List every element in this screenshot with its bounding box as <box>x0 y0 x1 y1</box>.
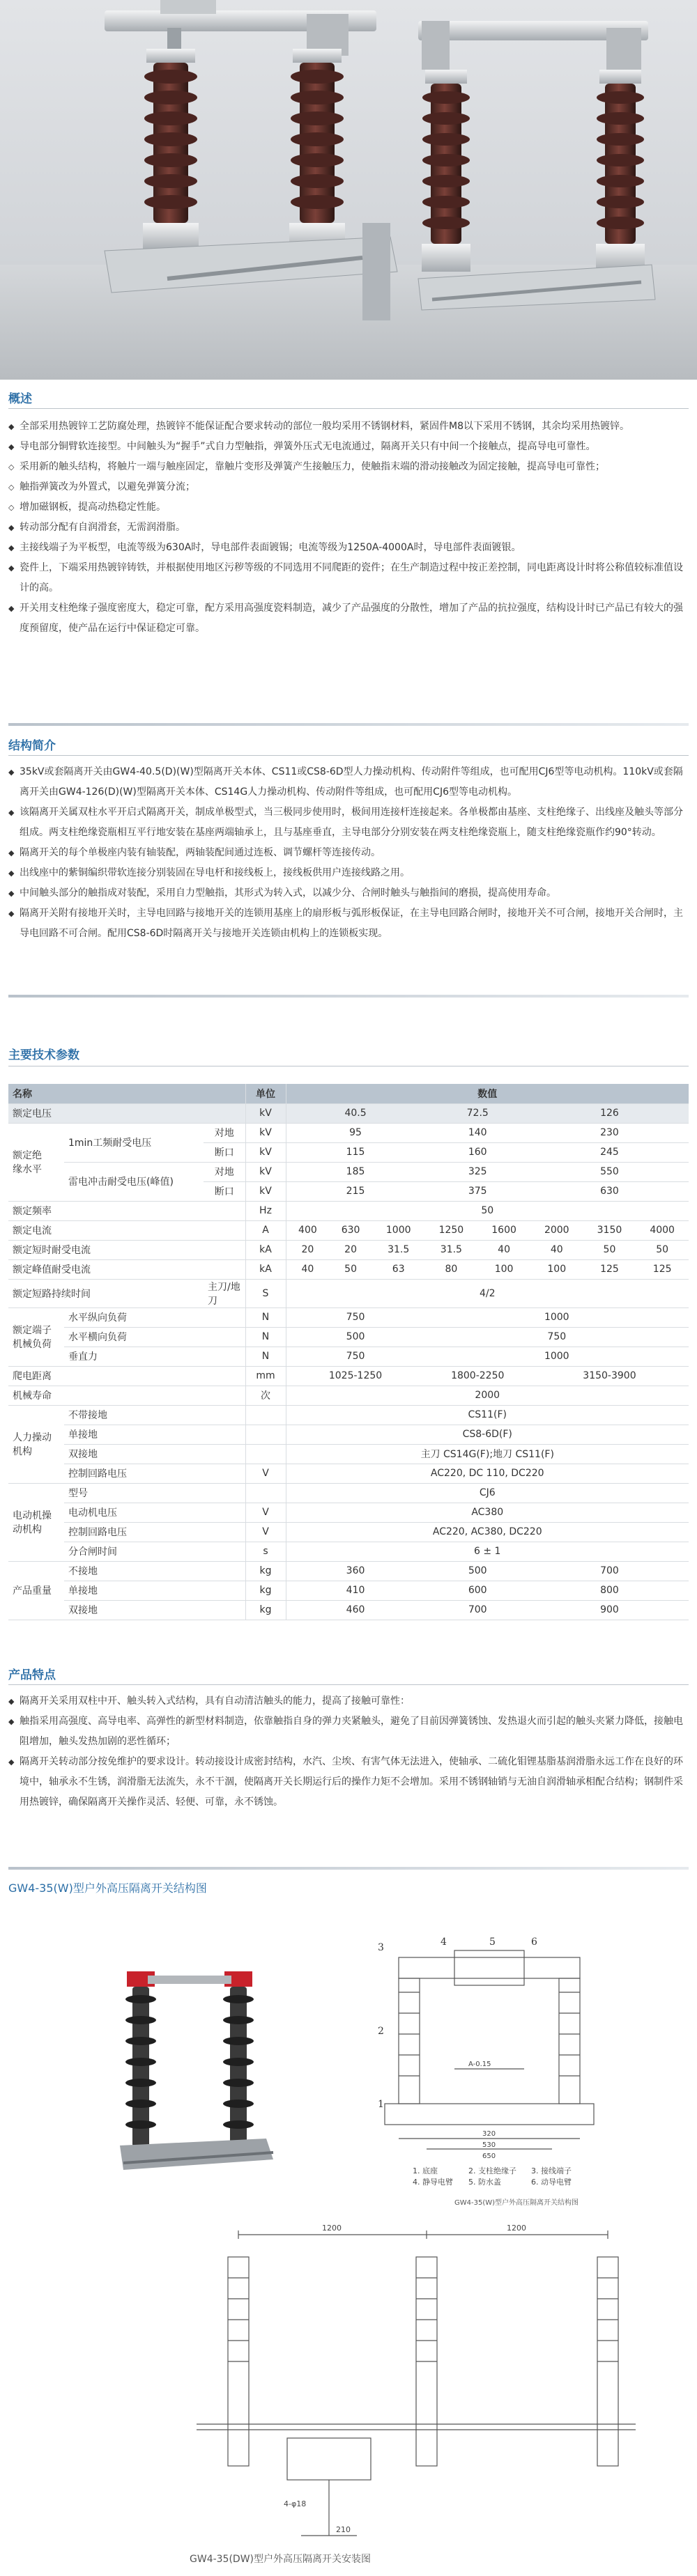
table-row <box>8 1464 689 1483</box>
row-value: 50 <box>329 1259 372 1279</box>
table-row <box>8 1366 689 1386</box>
table-row <box>8 1503 689 1522</box>
structure-item: ◆ 35kV或套隔离开关由GW4-40.5(D)(W)型隔离开关本体、CS11或CS8-6D型人力操动机构、传动附件等组成，也可配用CJ6型等电动机构。110kV或套隔离开关由GW4-126(D)(W)型隔离开关本体、CS14G人力操动机构、传动附件等组成，也可配用CJ6型等电动机构。 <box>8 762 689 802</box>
row-value: 140 <box>425 1123 530 1142</box>
diagram-title: GW4-35(W)型户外高压隔离开关结构图 <box>8 1881 207 1895</box>
row-value: 6 ± 1 <box>286 1542 689 1561</box>
row-value: 630 <box>329 1220 372 1240</box>
row-unit: V <box>245 1503 286 1522</box>
row-unit <box>245 1483 286 1503</box>
overview-item: ◇ 增加磁钢板，提高动热稳定性能。 <box>8 497 689 518</box>
table-row <box>8 1220 689 1240</box>
row-sublabel: 型号 <box>64 1483 245 1503</box>
overview-item: ◆ 主接线端子为平板型，电流等级为630A时，导电部件表面镀锡；电流等级为1250A-4000A时，导电部件表面镀银。 <box>8 538 689 558</box>
row-sublabel: 1min工频耐受电压 <box>64 1123 204 1162</box>
row-value: 63 <box>372 1259 425 1279</box>
row-label: 额定短时耐受电流 <box>8 1240 245 1259</box>
row-sublabel: 断口 <box>204 1142 245 1162</box>
row-unit: S <box>245 1279 286 1308</box>
header-name: 名称 <box>8 1084 245 1103</box>
row-unit: A <box>245 1220 286 1240</box>
table-row <box>8 1425 689 1444</box>
row-value: 1000 <box>425 1308 689 1327</box>
header-unit: 单位 <box>245 1084 286 1103</box>
row-unit: kg <box>245 1561 286 1581</box>
row-unit: N <box>245 1327 286 1347</box>
table-row <box>8 1561 689 1581</box>
spec-table <box>8 1084 689 1620</box>
row-sublabel: 控制回路电压 <box>64 1464 245 1483</box>
dimension-label: 320 <box>482 2130 496 2138</box>
row-sublabel: 单接地 <box>64 1581 245 1600</box>
row-value: 185 <box>286 1162 425 1181</box>
overview-title: 概述 <box>8 392 32 406</box>
row-value: 1000 <box>425 1347 689 1366</box>
row-value: 40.5 <box>286 1103 425 1123</box>
row-sublabel: 水平纵向负荷 <box>64 1308 245 1327</box>
row-value: 750 <box>425 1327 689 1347</box>
row-value: 410 <box>286 1581 425 1600</box>
row-value: 1800-2250 <box>425 1366 530 1386</box>
row-value: 1025-1250 <box>286 1366 425 1386</box>
row-unit <box>245 1425 286 1444</box>
row-value: 630 <box>530 1181 689 1201</box>
row-unit: Hz <box>245 1201 286 1220</box>
part-number: 4 <box>441 1937 447 1948</box>
row-value: 500 <box>286 1327 425 1347</box>
row-value: CS11(F) <box>286 1405 689 1425</box>
row-value: 125 <box>583 1259 636 1279</box>
row-unit: kV <box>245 1103 286 1123</box>
row-value: 750 <box>286 1347 425 1366</box>
structure-divider <box>8 755 689 756</box>
features-divider <box>8 1684 689 1685</box>
legend-item: 4. 静导电臂 <box>413 2178 453 2187</box>
row-value: 126 <box>530 1103 689 1123</box>
table-row <box>8 1522 689 1542</box>
legend-item: 2. 支柱绝缘子 <box>468 2166 516 2175</box>
row-label: 额定电流 <box>8 1220 245 1240</box>
row-value: 160 <box>425 1142 530 1162</box>
disconnector-photo-illustration <box>0 0 697 380</box>
row-label: 额定端子机械负荷 <box>8 1308 64 1366</box>
table-row <box>8 1259 689 1279</box>
row-value: 1600 <box>477 1220 530 1240</box>
left-disconnector-unit <box>105 0 397 320</box>
row-value: 230 <box>530 1123 689 1142</box>
row-value: 900 <box>530 1600 689 1620</box>
row-value: 750 <box>286 1308 425 1327</box>
row-label: 额定短路持续时间 <box>8 1279 204 1308</box>
table-row <box>8 1600 689 1620</box>
table-row <box>8 1405 689 1425</box>
row-value: 72.5 <box>425 1103 530 1123</box>
header-value: 数值 <box>286 1084 689 1103</box>
overview-item: ◆ 瓷件上，下端采用热镀锌铸铁，并根据使用地区污秽等级的不同选用不同爬距的瓷件；在生产制造过程中按正差控制，同电距离设计时将公称值较标准值设计的高。 <box>8 558 689 598</box>
legend-item: 1. 底座 <box>413 2166 438 2175</box>
diagram-caption-bottom: GW4-35(DW)型户外高压隔离开关安装图 <box>190 2554 372 2565</box>
row-sublabel: 断口 <box>204 1181 245 1201</box>
structure-item: ◆ 出线座中的紫铜编织带软连接分别装固在导电杆和接线板上，接线板供用户连接线路之用。 <box>8 863 689 883</box>
overview-item: ◆ 导电部分铜臂软连接型。中间触头为“握手”式自力型触指，弹簧外压式无电流通过，隔离开关只有中间一个接触点，提高导电可靠性。 <box>8 437 689 457</box>
row-sublabel: 双接地 <box>64 1444 245 1464</box>
table-header-row <box>8 1084 689 1103</box>
row-unit: kg <box>245 1581 286 1600</box>
row-unit: V <box>245 1522 286 1542</box>
row-value: 50 <box>583 1240 636 1259</box>
part-number: 2 <box>378 2026 384 2037</box>
legend-item: 5. 防水盖 <box>468 2178 501 2187</box>
row-value: 215 <box>286 1181 425 1201</box>
row-value: 40 <box>477 1240 530 1259</box>
row-label: 额定峰值耐受电流 <box>8 1259 245 1279</box>
row-value: 400 <box>286 1220 329 1240</box>
row-sublabel: 分合闸时间 <box>64 1542 245 1561</box>
dimension-label: 210 <box>336 2525 351 2534</box>
row-sublabel: 垂直力 <box>64 1347 245 1366</box>
row-value: 100 <box>530 1259 583 1279</box>
structure-diagram <box>8 1909 689 2570</box>
row-label: 机械寿命 <box>8 1386 245 1405</box>
row-sublabel: 不带接地 <box>64 1405 245 1425</box>
feature-item: ◆ 触指采用高强度、高导电率、高弹性的新型材料制造，依靠触指自身的弹力夹紧触头，避免了目前因弹簧锈蚀、发热退火而引起的触头夹紧力降低，接触电阻增加，触头发热加剧的恶性循环； <box>8 1712 689 1752</box>
table-row <box>8 1240 689 1259</box>
table-row <box>8 1483 689 1503</box>
row-value: 2000 <box>286 1386 689 1405</box>
row-sublabel: 对地 <box>204 1162 245 1181</box>
feature-item: ◆ 隔离开关转动部分按免维护的要求设计。转动接设计成密封结构，水汽、尘埃、有害气体无法进入，使轴承、二硫化钼锂基脂基润滑脂永远工作在良好的环境中，轴承永不生锈，润滑脂无法流失，永不干涸，使隔离开关长期运行后的操作力矩不会增加。采用不锈钢轴销与无油自润滑轴承相配合结构；钢制件采用热镀锌，确保隔离开关操作灵活、轻便、可靠，永不锈蚀。 <box>8 1752 689 1813</box>
table-row <box>8 1386 689 1405</box>
table-row <box>8 1201 689 1220</box>
row-value: 460 <box>286 1600 425 1620</box>
row-sublabel: 电动机电压 <box>64 1503 245 1522</box>
row-unit <box>245 1444 286 1464</box>
row-unit: kg <box>245 1600 286 1620</box>
row-value: 31.5 <box>425 1240 478 1259</box>
row-value: 40 <box>286 1259 329 1279</box>
row-label: 额定绝 缘水平 <box>8 1123 64 1201</box>
row-value: 2000 <box>530 1220 583 1240</box>
table-row <box>8 1347 689 1366</box>
row-value: 700 <box>425 1600 530 1620</box>
row-value: 325 <box>425 1162 530 1181</box>
row-label: 人力操动机构 <box>8 1405 64 1483</box>
row-value: 800 <box>530 1581 689 1600</box>
row-value: 主刀 CS14G(F);地刀 CS11(F) <box>286 1444 689 1464</box>
row-sublabel: 单接地 <box>64 1425 245 1444</box>
table-row <box>8 1444 689 1464</box>
row-value: AC220, DC 110, DC220 <box>286 1464 689 1483</box>
row-label: 产品重量 <box>8 1561 64 1620</box>
table-row <box>8 1279 689 1308</box>
row-value: 125 <box>636 1259 689 1279</box>
dimension-label: A-0.15 <box>468 2061 491 2068</box>
row-value: 100 <box>477 1259 530 1279</box>
row-sublabel: 雷电冲击耐受电压(峰值) <box>64 1162 204 1201</box>
row-label: 爬电距离 <box>8 1366 245 1386</box>
row-value: 245 <box>530 1142 689 1162</box>
diagram-drawing <box>8 1909 689 2570</box>
row-sublabel: 控制回路电压 <box>64 1522 245 1542</box>
row-value: 40 <box>530 1240 583 1259</box>
part-number: 3 <box>378 1942 384 1953</box>
row-value: 31.5 <box>372 1240 425 1259</box>
overview-item: ◇ 触指弹簧改为外置式，以避免弹簧分流； <box>8 477 689 497</box>
features-title: 产品特点 <box>8 1668 56 1682</box>
row-unit: 次 <box>245 1386 286 1405</box>
diagram-caption-top: GW4-35(W)型户外高压隔离开关结构图 <box>454 2199 579 2207</box>
row-value: 50 <box>286 1201 689 1220</box>
row-sublabel: 水平横向负荷 <box>64 1327 245 1347</box>
row-unit: kV <box>245 1162 286 1181</box>
row-value: 4000 <box>636 1220 689 1240</box>
legend-item: 3. 接线端子 <box>531 2166 572 2175</box>
overview-item: ◆ 开关用支柱绝缘子强度密度大，稳定可靠，配方采用高强度瓷料制造，减少了产品强度的分散性，增加了产品的抗拉强度，结构设计时已产品已有较大的强度预留度，使产品在运行中保证稳定可靠。 <box>8 598 689 639</box>
row-value: 700 <box>530 1561 689 1581</box>
row-unit: mm <box>245 1366 286 1386</box>
structure-list <box>8 762 689 944</box>
row-value: AC220, AC380, DC220 <box>286 1522 689 1542</box>
legend-item: 6. 动导电臂 <box>531 2178 572 2187</box>
row-value: CJ6 <box>286 1483 689 1503</box>
row-unit: kV <box>245 1142 286 1162</box>
row-value: 115 <box>286 1142 425 1162</box>
row-unit: N <box>245 1347 286 1366</box>
row-value: AC380 <box>286 1503 689 1522</box>
row-label: 额定电压 <box>8 1103 245 1123</box>
structure-title: 结构简介 <box>8 739 56 753</box>
row-value: 600 <box>425 1581 530 1600</box>
dimension-label: 1200 <box>507 2224 526 2233</box>
section-separator <box>8 723 689 726</box>
overview-item: ◇ 采用新的触头结构，将触片一端与触座固定，靠触片变形及弹簧产生接触压力，使触指末端的滑动接触改为固定接触，提高导电可靠性； <box>8 457 689 477</box>
table-row <box>8 1162 689 1181</box>
structure-item: ◆ 隔离开关附有接地开关时，主导电回路与接地开关的连锁用基座上的扇形板与弧形板保证，在主导电回路合闸时，接地开关不可合闸，接地开关合闸时，主导电回路不可合闸。配用CS8-6D时隔离开关与接地开关连锁由机构上的连锁板实现。 <box>8 903 689 944</box>
row-value: CS8-6D(F) <box>286 1425 689 1444</box>
row-value: 95 <box>286 1123 425 1142</box>
row-value: 375 <box>425 1181 530 1201</box>
overview-item: ◆ 全部采用热镀锌工艺防腐处理，热镀锌不能保证配合要求转动的部位一般均采用不锈钢材料，紧固件M8以下采用不锈钢，其余均采用热镀锌。 <box>8 417 689 437</box>
features-list <box>8 1691 689 1813</box>
row-value: 20 <box>286 1240 329 1259</box>
row-sublabel: 对地 <box>204 1123 245 1142</box>
row-value: 1250 <box>425 1220 478 1240</box>
row-value: 3150-3900 <box>530 1366 689 1386</box>
table-row <box>8 1542 689 1561</box>
table-row <box>8 1103 689 1123</box>
specs-title: 主要技术参数 <box>8 1048 79 1062</box>
structure-item: ◆ 隔离开关的每个单极座内装有轴装配，两轴装配间通过连板、调节螺杆等连接传动。 <box>8 843 689 863</box>
row-label: 电动机操动机构 <box>8 1483 64 1561</box>
product-photo <box>0 0 697 380</box>
table-row <box>8 1308 689 1327</box>
table-row <box>8 1327 689 1347</box>
section-separator <box>8 995 689 998</box>
row-value: 20 <box>329 1240 372 1259</box>
overview-list <box>8 417 689 639</box>
row-value: 1000 <box>372 1220 425 1240</box>
part-number: 1 <box>378 2099 384 2110</box>
row-value: 550 <box>530 1162 689 1181</box>
row-value: 80 <box>425 1259 478 1279</box>
structure-item: ◆ 中间触头部分的触指成对装配，采用自力型触指，其形式为转入式，以减少分、合闸时触头与触指间的磨损，提高使用寿命。 <box>8 883 689 903</box>
row-value: 4/2 <box>286 1279 689 1308</box>
row-unit: kV <box>245 1181 286 1201</box>
part-number: 6 <box>531 1937 537 1948</box>
row-unit: V <box>245 1464 286 1483</box>
table-row <box>8 1581 689 1600</box>
dimension-label: 1200 <box>322 2224 342 2233</box>
part-number: 5 <box>489 1937 496 1948</box>
row-unit: kA <box>245 1240 286 1259</box>
table-row <box>8 1123 689 1142</box>
row-label: 额定频率 <box>8 1201 245 1220</box>
dimension-label: 530 <box>482 2141 496 2149</box>
feature-item: ◆ 隔离开关采用双柱中开、触头转入式结构，具有自动清洁触头的能力，提高了接触可靠性： <box>8 1691 689 1712</box>
row-value: 360 <box>286 1561 425 1581</box>
overview-item: ◆ 转动部分配有自润滑套，无需润滑脂。 <box>8 518 689 538</box>
row-unit: kA <box>245 1259 286 1279</box>
row-unit: kV <box>245 1123 286 1142</box>
row-value: 50 <box>636 1240 689 1259</box>
row-value: 500 <box>425 1561 530 1581</box>
row-sublabel: 不接地 <box>64 1561 245 1581</box>
row-value: 3150 <box>583 1220 636 1240</box>
row-unit <box>245 1405 286 1425</box>
row-unit: N <box>245 1308 286 1327</box>
row-unit: s <box>245 1542 286 1561</box>
dimension-label: 4-φ18 <box>284 2499 307 2508</box>
overview-divider <box>8 408 689 409</box>
row-sublabel: 主刀/地刀 <box>204 1279 245 1308</box>
section-separator <box>8 1867 689 1870</box>
dimension-label: 650 <box>482 2152 496 2160</box>
structure-item: ◆ 该隔离开关属双柱水平开启式隔离开关，制成单极型式，当三极同步使用时，极间用连接杆连接起来。各单极都由基座、支柱绝缘子、出线座及触头等部分组成。两支柱绝缘瓷瓶相互平行地安装在基座两端轴承上，且与基座垂直，主导电部分分别安装在两支柱绝缘瓷瓶上，随支柱绝缘瓷瓶作约90°转动。 <box>8 802 689 843</box>
row-sublabel: 双接地 <box>64 1600 245 1620</box>
